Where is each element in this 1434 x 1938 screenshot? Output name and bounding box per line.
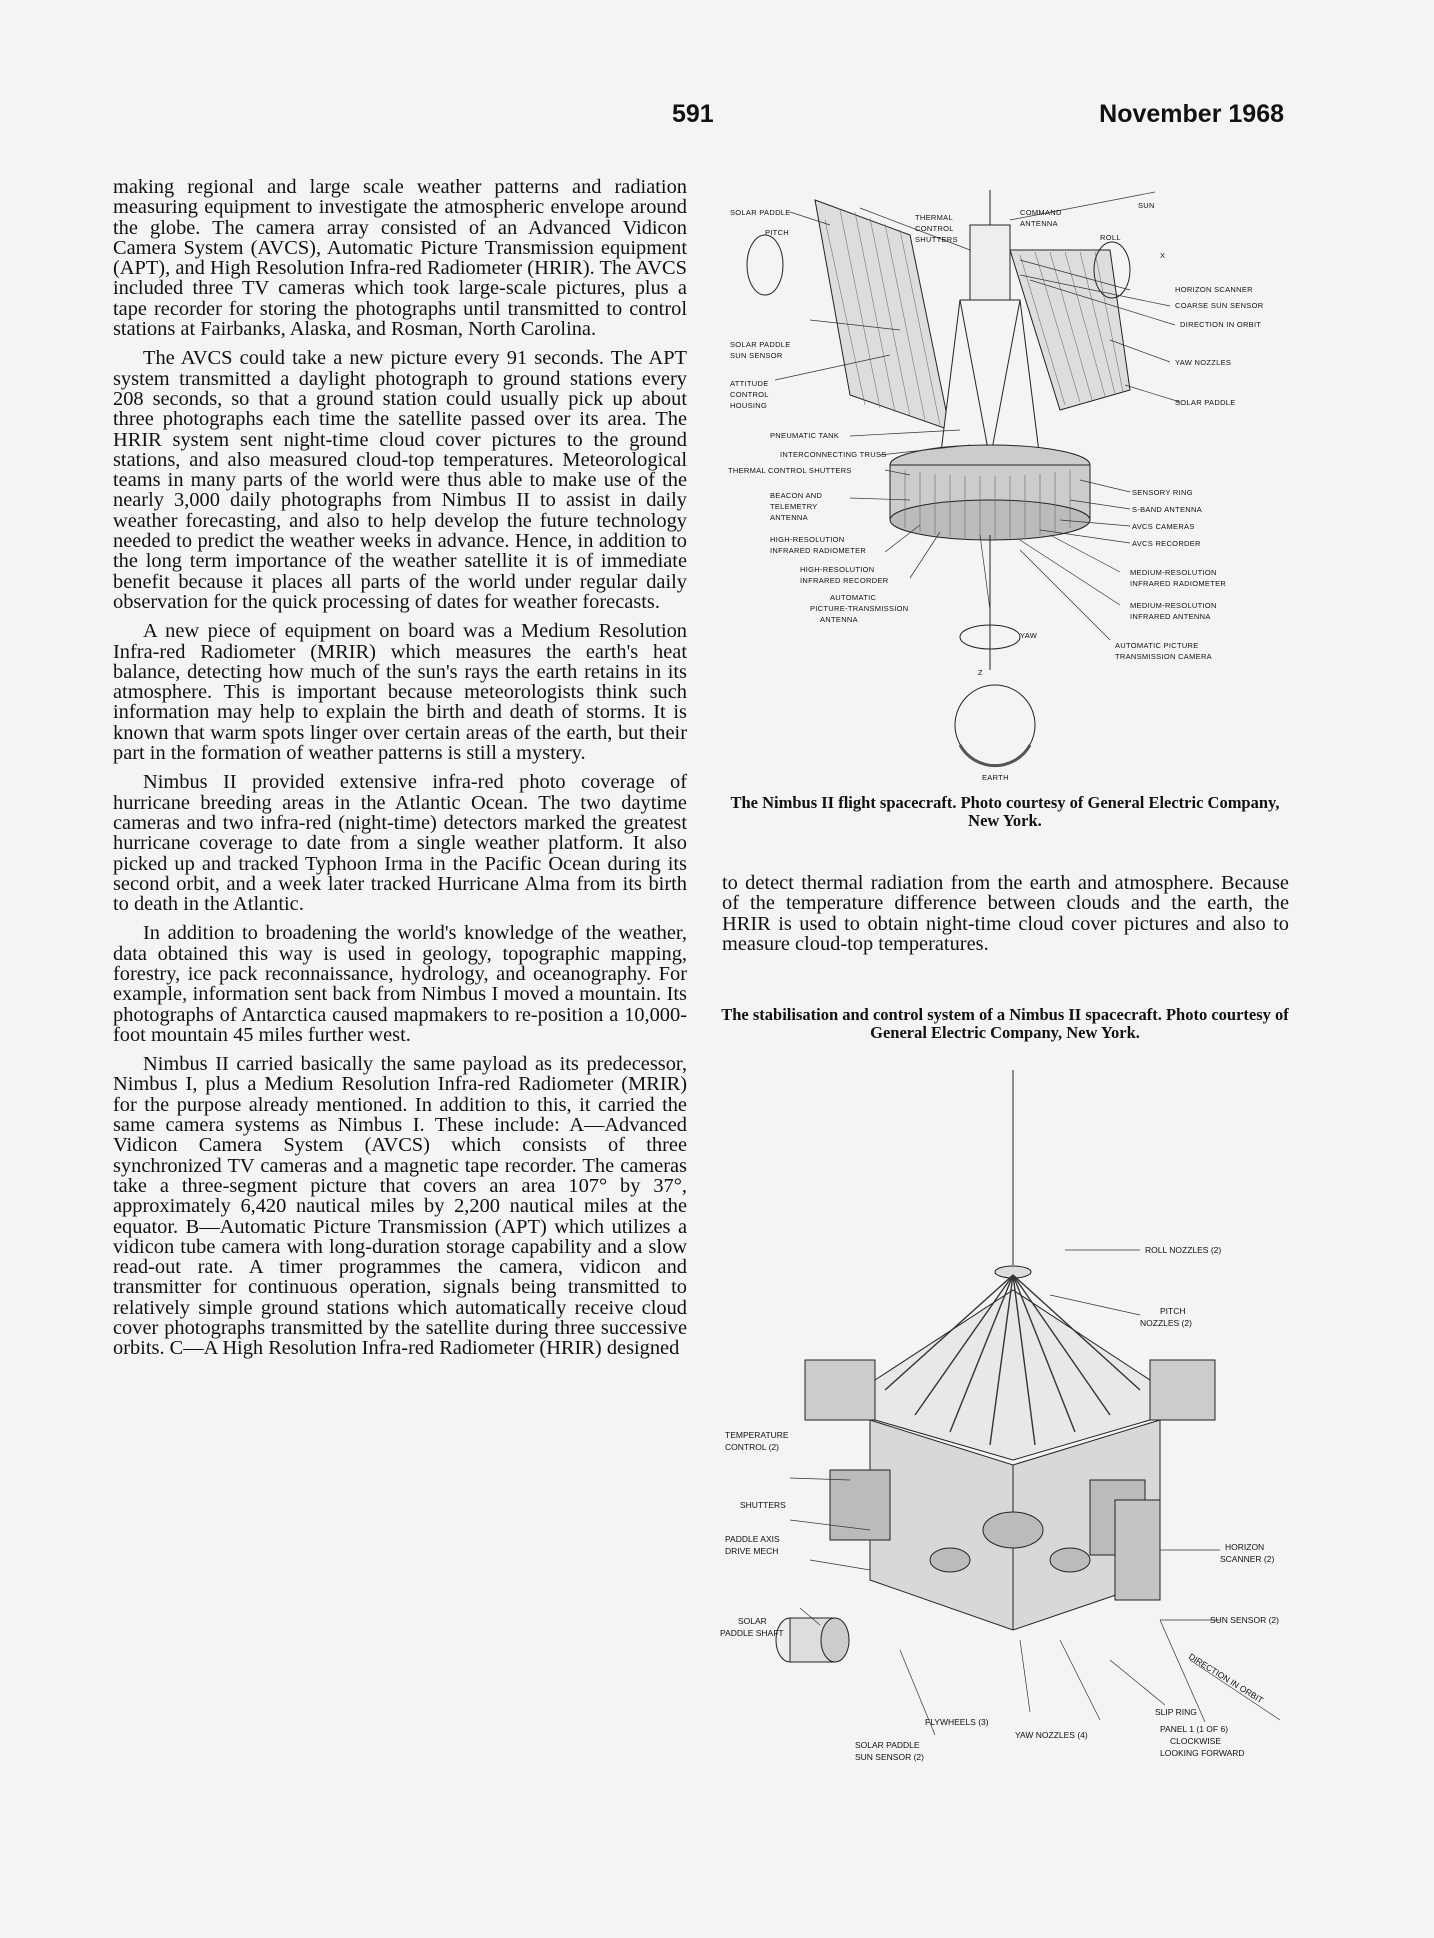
label-horizon-scanner: HORIZON SCANNER [1175, 285, 1253, 294]
label-apt-antenna: AUTOMATIC [830, 593, 877, 602]
label-yaw-nozzles: YAW NOZZLES [1175, 358, 1232, 367]
label-attitude: HOUSING [730, 401, 768, 410]
label-panel: CLOCKWISE [1170, 1736, 1222, 1746]
label-paddle-axis: PADDLE AXIS [725, 1534, 780, 1544]
label-mrir-antenna: INFRARED ANTENNA [1130, 612, 1211, 621]
label-hrir: HIGH-RESOLUTION [770, 535, 845, 544]
label-solar-paddle-sun-sensor: SUN SENSOR (2) [855, 1752, 924, 1762]
label-solar-paddle-sun-sensor: SOLAR PADDLE [855, 1740, 920, 1750]
label-pneumatic-tank: PNEUMATIC TANK [770, 431, 840, 440]
label-hrir: INFRARED RADIOMETER [770, 546, 867, 555]
label-sensory-ring: SENSORY RING [1132, 488, 1193, 497]
nimbus-spacecraft-figure [720, 180, 1290, 792]
label-horizon-scanner: HORIZON [1225, 1542, 1265, 1552]
label-antenna: ANTENNA [1020, 219, 1058, 228]
label-apt-antenna: PICTURE-TRANSMISSION [810, 604, 909, 613]
label-shutters: SHUTTERS [740, 1500, 786, 1510]
label-panel: LOOKING FORWARD [1160, 1748, 1245, 1758]
label-yaw: YAW [1020, 631, 1038, 640]
paragraph: The AVCS could take a new picture every 91 seconds. The APT system transmitted a daylight photograph to ground stations every 208 seconds, so that a ground station could usually pick up about three photographs each time the satellite passed over its area. The HRIR system sent night-time cloud cover pictures to the ground stations, and also measured cloud-top temperatures. Meteorological teams in many parts of the world were thus able to make use of the nearly 3,000 daily photographs from Nimbus II to assist in daily weather forecasting, and also to help develop the future technology needed to predict the weather weeks in advance. Hence, in addition to the long term importance of the weather satellite it is of immediate benefit because it places all parts of the world under regular daily observation for the quick processing of dates for weather forecasts. [113, 347, 687, 613]
label-yaw-nozzles: YAW NOZZLES (4) [1015, 1730, 1088, 1740]
figure-caption: The Nimbus II flight spacecraft. Photo courtesy of General Electric Company, New York. [730, 793, 1280, 830]
label-flywheels: FLYWHEELS (3) [925, 1717, 989, 1727]
label-beacon: BEACON AND [770, 491, 823, 500]
label-mrir: INFRARED RADIOMETER [1130, 579, 1227, 588]
label-hrir-recorder: INFRARED RECORDER [800, 576, 889, 585]
paragraph: to detect thermal radiation from the earth and atmosphere. Because of the temperature difference between clouds and the earth, the HRIR is used to obtain night-time cloud cover pictures and also to measure cloud-top temperatures. [722, 872, 1289, 955]
figure-caption: The stabilisation and control system of a Nimbus II spacecraft. Photo courtesy of General Electric Company, New York. [721, 1005, 1289, 1042]
label-pitch: PITCH [765, 228, 789, 237]
paragraph: A new piece of equipment on board was a Medium Resolution Infra-red Radiometer (MRIR) which measures the earth's heat balance, detecting how much of the sun's rays the earth retains in its atmosphere. This is important because meteorologists think such information may help to explain the birth and death of storms. It is known that warm spots linger over certain areas of the earth, but their part in the formation of weather patterns is still a mystery. [113, 620, 687, 765]
label-pitch-nozzles: PITCH [1160, 1306, 1186, 1316]
label-direction-in-orbit: DIRECTION IN ORBIT [1180, 320, 1262, 329]
label-solar-paddle-sun-sensor: SOLAR PADDLE [730, 340, 791, 349]
label-apt-camera: TRANSMISSION CAMERA [1115, 652, 1212, 661]
label-x: X [1160, 251, 1166, 260]
label-z: Z [978, 668, 983, 677]
label-temperature-control: CONTROL (2) [725, 1442, 779, 1452]
paragraph: Nimbus II carried basically the same payload as its predecessor, Nimbus I, plus a Medium Resolution Infra-red Radiometer (MRIR) for the purpose already mentioned. In addition to this, it carried the same camera systems as Nimbus I. These include: A—Advanced Vidicon Camera System (AVCS) which consists of three synchronized TV cameras and a magnetic tape recorder. The cameras take a three-segment picture that covers an area 107° by 37°, approximately 6,420 nautical miles by 2,200 nautical miles at the equator. B—Automatic Picture Transmission (APT) which utilizes a vidicon tube camera with long-duration storage capability and a slow read-out rate. A timer programmes the camera, vidicon and transmitter for continuous operation, signals being transmitted to relatively simple ground stations which automatically receive cloud cover photographs transmitted by the satellite during three successive orbits. C—A High Resolution Infra-red Radiometer (HRIR) designed [113, 1053, 687, 1360]
label-pitch-nozzles: NOZZLES (2) [1140, 1318, 1192, 1328]
label-command: COMMAND [1020, 208, 1062, 217]
label-thermal-control-shutters: THERMAL CONTROL SHUTTERS [728, 466, 852, 475]
page-number: 591 [672, 100, 714, 128]
label-panel: PANEL 1 (1 OF 6) [1160, 1724, 1229, 1734]
label-roll: ROLL [1100, 233, 1121, 242]
label-interconnecting-truss: INTERCONNECTING TRUSS [780, 450, 887, 459]
label-solar-paddle-shaft: PADDLE SHAFT [720, 1628, 784, 1638]
label-paddle-axis: DRIVE MECH [725, 1546, 779, 1556]
label-sun: SUN [1138, 201, 1155, 210]
label-beacon: TELEMETRY [770, 502, 818, 511]
label-direction-in-orbit: DIRECTION IN ORBIT [1186, 1651, 1266, 1706]
left-column [113, 177, 687, 1368]
label-roll-nozzles: ROLL NOZZLES (2) [1145, 1245, 1222, 1255]
paragraph: making regional and large scale weather patterns and radiation measuring equipment to investigate the atmospheric envelope around the globe. The camera array consisted of an Advanced Vidicon Camera System (AVCS), Automatic Picture Transmission equipment (APT), and High Resolution Infra-red Radiometer (HRIR). The AVCS included three TV cameras which took large-scale pictures, plus a tape recorder for storing the photographs until transmitted to control stations at Fairbanks, Alaska, and Rosman, North Carolina. [113, 176, 687, 341]
issue-date: November 1968 [1099, 100, 1284, 128]
label-temperature-control: TEMPERATURE [725, 1430, 789, 1440]
label-avcs-cameras: AVCS CAMERAS [1132, 522, 1195, 531]
label-control: CONTROL [915, 224, 954, 233]
label-thermal: THERMAL [915, 213, 953, 222]
stabilisation-system-figure [720, 1060, 1290, 1780]
label-s-band-antenna: S-BAND ANTENNA [1132, 505, 1203, 514]
label-attitude: ATTITUDE [730, 379, 769, 388]
label-solar-paddle: SOLAR PADDLE [730, 208, 791, 217]
label-solar-paddle-right: SOLAR PADDLE [1175, 398, 1236, 407]
label-apt-antenna: ANTENNA [820, 615, 858, 624]
label-slip-ring: SLIP RING [1155, 1707, 1197, 1717]
right-column [722, 873, 1289, 963]
label-solar-paddle-shaft: SOLAR [738, 1616, 767, 1626]
label-attitude: CONTROL [730, 390, 769, 399]
label-beacon: ANTENNA [770, 513, 808, 522]
label-earth: EARTH [982, 773, 1009, 782]
label-apt-camera: AUTOMATIC PICTURE [1115, 641, 1199, 650]
label-mrir: MEDIUM-RESOLUTION [1130, 568, 1217, 577]
label-shutters: SHUTTERS [915, 235, 958, 244]
paragraph: Nimbus II provided extensive infra-red photo coverage of hurricane breeding areas in the Atlantic Ocean. The two daytime cameras and two infra-red (night-time) detectors marked the greatest hurricane coverage to date from a single weather platform. It also picked up and tracked Typhoon Irma in the Pacific Ocean during its second orbit, and a week later tracked Hurricane Alma from its birth to death in the Atlantic. [113, 771, 687, 916]
label-hrir-recorder: HIGH-RESOLUTION [800, 565, 875, 574]
label-coarse-sun-sensor: COARSE SUN SENSOR [1175, 301, 1264, 310]
paragraph: In addition to broadening the world's knowledge of the weather, data obtained this way is used in geology, topographic mapping, forestry, ice pack reconnaissance, hydrology, and oceanography. For example, information sent back from Nimbus I moved a mountain. Its photographs of Antarctica caused mapmakers to re-position a 10,000-foot mountain 45 miles further west. [113, 922, 687, 1046]
label-mrir-antenna: MEDIUM-RESOLUTION [1130, 601, 1217, 610]
label-sun-sensor: SUN SENSOR (2) [1210, 1615, 1279, 1625]
label-horizon-scanner: SCANNER (2) [1220, 1554, 1275, 1564]
label-solar-paddle-sun-sensor: SUN SENSOR [730, 351, 783, 360]
label-avcs-recorder: AVCS RECORDER [1132, 539, 1201, 548]
